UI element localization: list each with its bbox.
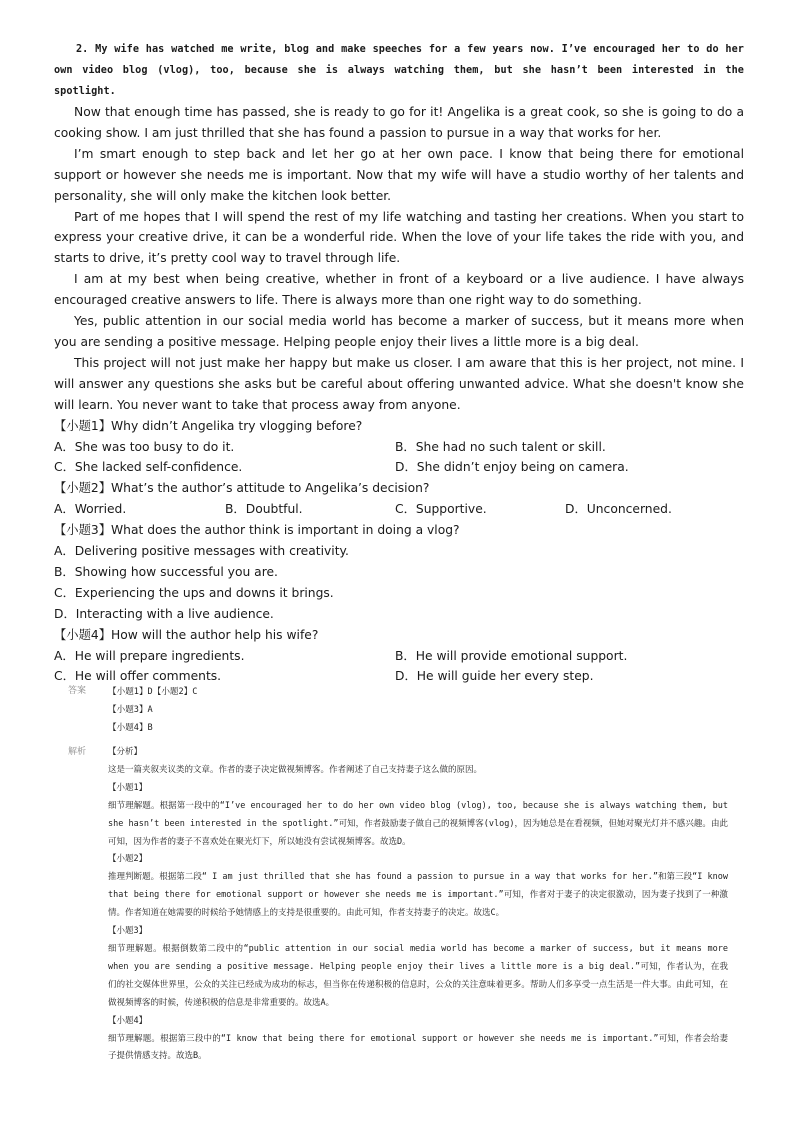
passage-paragraph: I’m smart enough to step back and let her go at her own pace. I know that being there for emotional support or however she needs me is important. Now that my wife will have a studio worthy of her talents and personality, she will only make the kitchen look better. bbox=[54, 146, 744, 203]
option-b: B．Doubtful. bbox=[225, 502, 303, 517]
explanation-line: 推理判断题。根据第二段“ I am just thrilled that she has found a passion to pursue in a way that works for her.”和第三段“I know that being there for emotional support or however she needs me is important.”可知，作者对于妻子的决定很激动，因为妻子找到了一种激情。作者知道在她需要的时候给予她情感上的支持是很重要的。由此可知，作者支持妻子的决定。故选C。 bbox=[108, 872, 728, 919]
explanation-line: 【小题3】 bbox=[108, 926, 148, 937]
option-b: B．Showing how successful you are. bbox=[54, 564, 278, 579]
explanation-line: 这是一篇夹叙夹议类的文章。作者的妻子决定做视频博客。作者阐述了自己支持妻子这么做的原因。 bbox=[108, 764, 483, 775]
option-c: C．She lacked self-confidence. bbox=[54, 460, 243, 475]
explanation-line: 细节理解题。根据第三段中的“I know that being there for emotional support or however she needs me is important.”可知，作者会给妻子提供情感支持。故选B。 bbox=[108, 1033, 728, 1062]
option-d: D．He will guide her every step. bbox=[395, 669, 594, 684]
answer-label: 答案 bbox=[68, 686, 87, 696]
reading-passage bbox=[54, 39, 744, 687]
explanation-line: 细节理解题。根据第一段中的“I’ve encouraged her to do her own video blog (vlog), too, because she is always watching them, but she hasn’t been interested in the spotlight.”可知，作者鼓励妻子做自己的视频博客(vlog)，因为她总是在看视频，但她对聚光灯并不感兴趣。由此可知，因为作者的妻子不喜欢处在聚光灯下，所以她没有尝试视频博客。故选D。 bbox=[108, 800, 728, 847]
explanation-line: 【小题1】 bbox=[108, 782, 148, 793]
option-a: A．Delivering positive messages with creativity. bbox=[54, 544, 349, 559]
question-4-options bbox=[54, 646, 744, 688]
option-c: C．Supportive. bbox=[395, 502, 487, 517]
question-3-stem: 【小题3】What does the author think is important in doing a vlog? bbox=[54, 523, 460, 538]
option-a: A．Worried. bbox=[54, 502, 127, 517]
explanation-line: 细节理解题。根据倒数第二段中的“public attention in our social media world has become a marker of success, but it means more when you are sending a positive message. Helping people enjoy their lives a little more is a big deal.”可知，作者认为，在我们的社交媒体世界里，公众的关注已经成为成功的标志，但当你在传递积极的信息时，公众的关注意味着更多。帮助人们多享受一点生活是一件大事。由此可知，在做视频博客的时候，传递积极的信息是非常重要的。故选A。 bbox=[108, 943, 728, 1008]
passage-intro: 2. My wife has watched me write, blog and make speeches for a few years now. I’ve encouraged her to do her own video blog (vlog), too, because she is always watching them, but she hasn’t been interested in the spotlight. bbox=[54, 44, 744, 97]
explanation-line: 【小题4】 bbox=[108, 1015, 148, 1026]
question-4-stem: 【小题4】How will the author help his wife? bbox=[54, 627, 319, 642]
passage-paragraph: Now that enough time has passed, she is ready to go for it! Angelika is a great cook, so she is going to do a cooking show. I am just thrilled that she has found a passion to pursue in a way that works for her. bbox=[54, 105, 744, 140]
explanation-line: 【小题2】 bbox=[108, 854, 148, 865]
option-b: B．She had no such talent or skill. bbox=[395, 439, 606, 454]
answer-line: 【小题4】B bbox=[108, 723, 153, 734]
answer-line: 【小题3】A bbox=[108, 705, 153, 716]
passage-paragraph: Yes, public attention in our social media world has become a marker of success, but it means more when you are sending a positive message. Helping people enjoy their lives a little more is a big deal. bbox=[54, 314, 744, 349]
explanation-line: 【分析】 bbox=[108, 747, 143, 757]
option-a: A．He will prepare ingredients. bbox=[54, 648, 245, 663]
answer-section bbox=[68, 683, 728, 738]
passage-paragraph: This project will not just make her happy but make us closer. I am aware that this is her project, not mine. I will answer any questions she asks but be careful about offering unwanted advice. What she doesn't know she will learn. You never want to take that process away from anyone. bbox=[54, 355, 744, 412]
option-a: A．She was too busy to do it. bbox=[54, 439, 235, 454]
question-1-stem: 【小题1】Why didn’t Angelika try vlogging before? bbox=[54, 418, 363, 433]
explanation-label: 解析 bbox=[68, 747, 87, 757]
question-1-options bbox=[54, 437, 744, 479]
option-c: C．He will offer comments. bbox=[54, 669, 222, 684]
passage-paragraph: Part of me hopes that I will spend the rest of my life watching and tasting her creations. When you start to express your creative drive, it can be a wonderful ride. When the love of your life takes the ride with you, and starts to drive, it’s pretty cool way to travel through life. bbox=[54, 209, 744, 266]
passage-paragraph: I am at my best when being creative, whether in front of a keyboard or a live audience. I have always encouraged creative answers to life. There is always more than one right way to do something. bbox=[54, 272, 744, 308]
answer-line: 【小题1】D【小题2】C bbox=[108, 687, 198, 697]
option-b: B．He will provide emotional support. bbox=[395, 648, 628, 663]
option-d: D．She didn’t enjoy being on camera. bbox=[395, 460, 629, 475]
option-c: C．Experiencing the ups and downs it brings. bbox=[54, 585, 334, 600]
question-2-options bbox=[54, 499, 744, 520]
explanation-section bbox=[68, 744, 728, 1066]
option-d: D．Unconcerned. bbox=[565, 502, 672, 517]
option-d: D．Interacting with a live audience. bbox=[54, 606, 274, 621]
question-2-stem: 【小题2】What’s the author’s attitude to Angelika’s decision? bbox=[54, 481, 430, 496]
